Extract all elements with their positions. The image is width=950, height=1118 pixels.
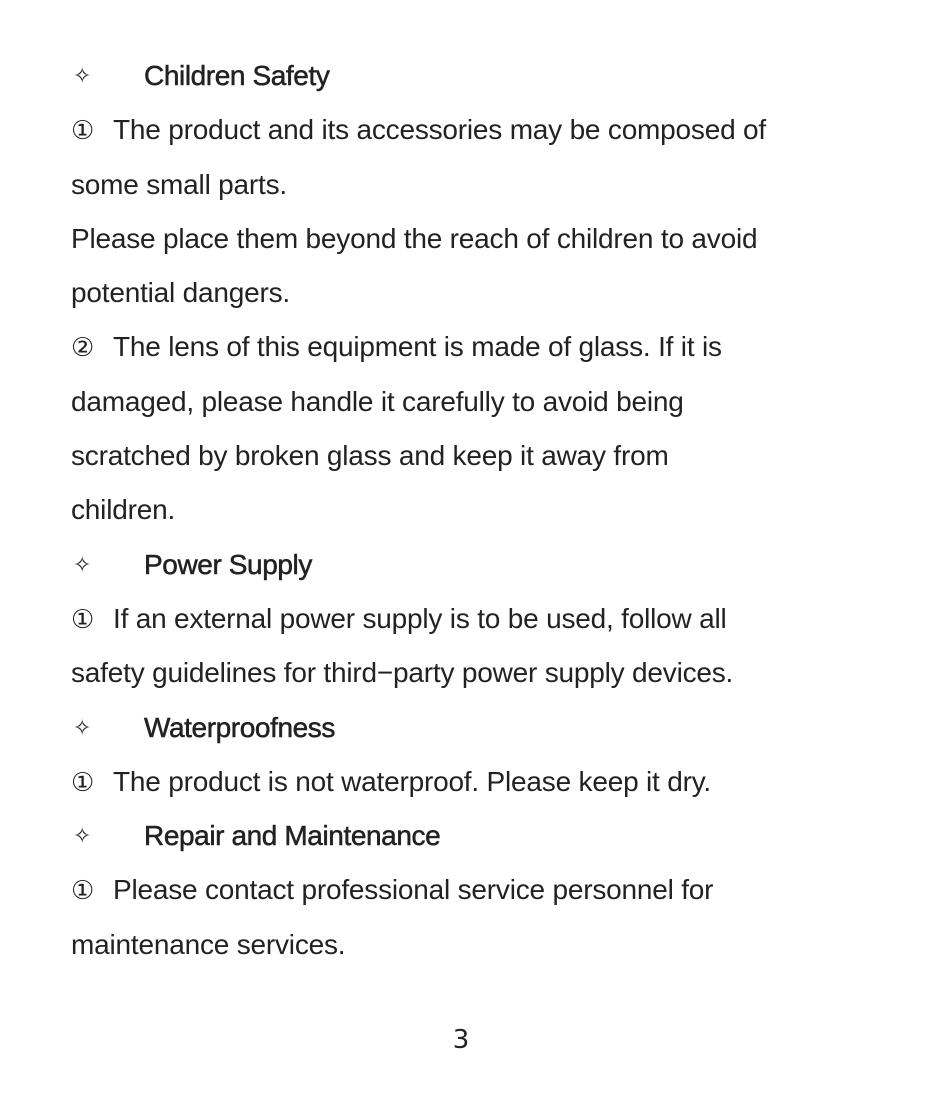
line-text: maintenance services. bbox=[71, 928, 346, 960]
paragraph-line bbox=[71, 755, 891, 809]
line-text: scratched by broken glass and keep it away from bbox=[71, 440, 669, 472]
page-content bbox=[71, 49, 891, 972]
paragraph-line bbox=[71, 375, 891, 429]
item-number: ① bbox=[71, 766, 95, 797]
item-number: ① bbox=[71, 603, 95, 634]
section-title: Children Safety bbox=[144, 60, 330, 91]
paragraph-line bbox=[71, 863, 891, 917]
section-heading-waterproofness bbox=[71, 701, 891, 755]
line-text: The product is not waterproof. Please keep it dry. bbox=[113, 765, 712, 797]
line-text: The lens of this equipment is made of glass. If it is bbox=[113, 331, 722, 363]
item-number: ① bbox=[71, 115, 95, 146]
item-number: ① bbox=[71, 875, 95, 906]
paragraph-line bbox=[71, 592, 891, 646]
page-number: 3 bbox=[452, 1025, 470, 1055]
line-text: If an external power supply is to be used, follow all bbox=[113, 602, 727, 634]
section-title: Repair and Maintenance bbox=[144, 820, 441, 852]
section-heading-power-supply bbox=[71, 538, 891, 592]
paragraph-line bbox=[71, 646, 891, 700]
line-text: Please place them beyond the reach of children to avoid bbox=[71, 222, 758, 254]
line-text: Please contact professional service personnel for bbox=[113, 874, 714, 906]
diamond-bullet-icon: ✧ bbox=[73, 551, 92, 577]
diamond-bullet-icon: ✧ bbox=[73, 63, 92, 88]
section-heading-repair-and-maintenance bbox=[71, 809, 891, 863]
item-number: ② bbox=[71, 332, 95, 363]
line-text: potential dangers. bbox=[71, 277, 291, 309]
paragraph-line bbox=[71, 103, 891, 157]
line-text: safety guidelines for third−party power supply devices. bbox=[71, 657, 734, 689]
paragraph-line bbox=[71, 212, 891, 266]
diamond-bullet-icon: ✧ bbox=[73, 823, 92, 849]
section-title: Waterproofness bbox=[144, 711, 336, 743]
paragraph-line bbox=[71, 266, 891, 320]
line-text: The product and its accessories may be composed of bbox=[113, 114, 767, 146]
section-title: Power Supply bbox=[144, 548, 312, 580]
paragraph-line bbox=[71, 483, 891, 537]
paragraph-line bbox=[71, 158, 891, 212]
paragraph-line bbox=[71, 429, 891, 483]
paragraph-line bbox=[71, 320, 891, 374]
paragraph-line bbox=[71, 918, 891, 972]
line-text: children. bbox=[71, 494, 176, 526]
section-heading-children-safety bbox=[71, 49, 891, 103]
line-text: some small parts. bbox=[71, 168, 287, 200]
line-text: damaged, please handle it carefully to avoid being bbox=[71, 385, 684, 417]
diamond-bullet-icon: ✧ bbox=[73, 714, 92, 740]
